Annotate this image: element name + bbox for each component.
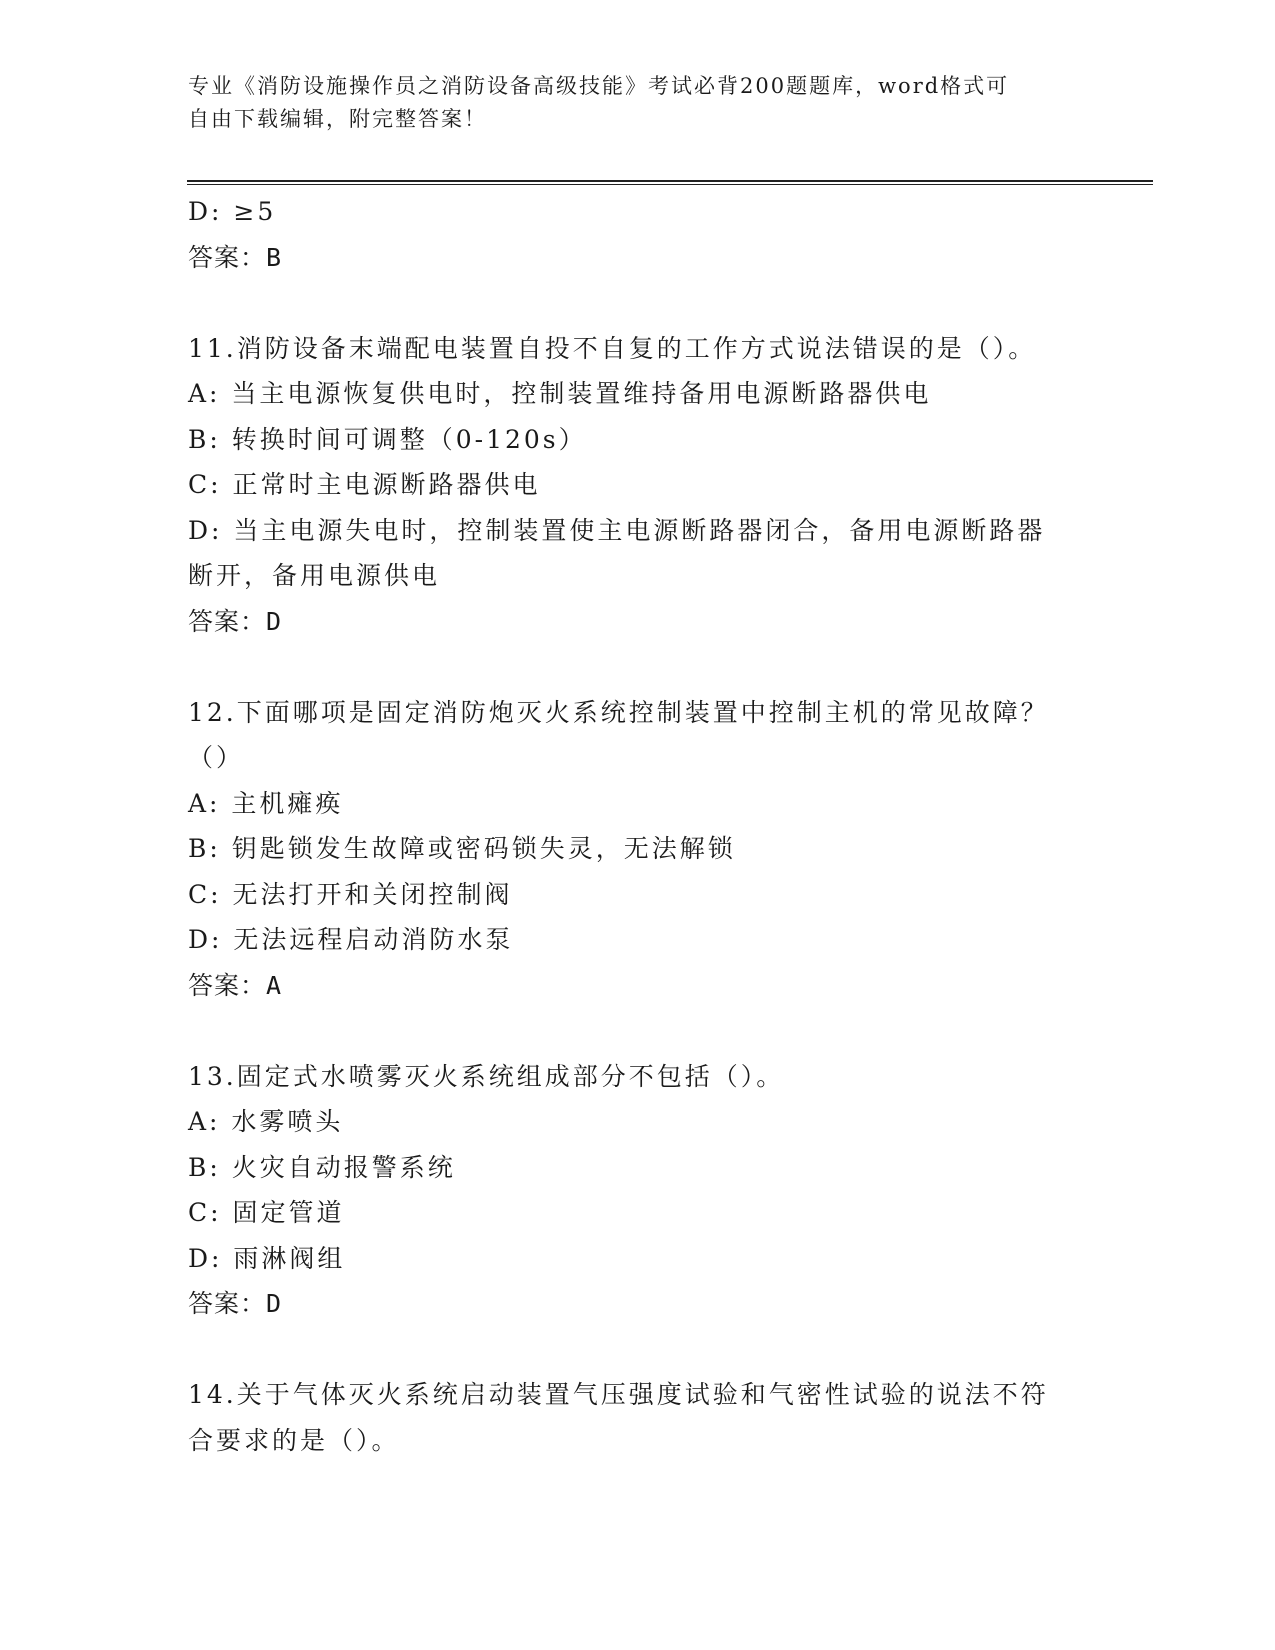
option-b: B: 火灾自动报警系统 [188,1152,456,1182]
question-title: 12.下面哪项是固定消防炮灭火系统控制装置中控制主机的常见故障？ [188,697,1049,727]
option-d: D: 雨淋阀组 [188,1243,346,1273]
option-a: A: 水雾喷头 [188,1107,344,1136]
option-d: D: 无法远程启动消防水泵 [188,925,514,954]
option-b: B: 钥匙锁发生故障或密码锁失灵，无法解锁 [188,834,736,863]
header-line-1: 专业《消防设施操作员之消防设备高级技能》考试必背200题题库，word格式可 [188,74,1010,98]
option-a: A: 主机瘫痪 [188,788,344,818]
answer-line: 答案：B [188,242,283,272]
option-d: D: ≥5 [188,197,277,226]
option-d: D: 当主电源失电时，控制装置使主电源断路器闭合，备用电源断路器 [188,515,1046,545]
option-c: C: 固定管道 [188,1198,345,1227]
question-title: 14.关于气体灭火系统启动装置气压强度试验和气密性试验的说法不符 [188,1380,1049,1409]
answer-line: 答案：D [188,606,283,636]
header-divider-thick [187,180,1153,182]
option-a: A: 当主电源恢复供电时，控制装置维持备用电源断路器供电 [188,379,932,408]
option-d-continued: 断开，备用电源供电 [188,561,441,590]
option-c: C: 无法打开和关闭控制阀 [188,879,513,909]
answer-line: 答案：D [188,1289,283,1318]
page-header [188,70,1088,136]
answer-line: 答案：A [188,970,283,1000]
question-title-continued: （） [188,743,245,772]
header-line-2: 自由下载编辑，附完整答案！ [188,107,487,131]
question-content [188,189,1088,1463]
question-title: 11.消防设备末端配电装置自投不自复的工作方式说法错误的是（）。 [188,333,1037,363]
option-c: C: 正常时主电源断路器供电 [188,470,541,499]
question-title: 13.固定式水喷雾灭火系统组成部分不包括（）。 [188,1061,785,1091]
option-b: B: 转换时间可调整（0-120s） [188,424,587,454]
question-title-continued: 合要求的是（）。 [188,1425,400,1455]
header-divider-thin [187,184,1153,185]
